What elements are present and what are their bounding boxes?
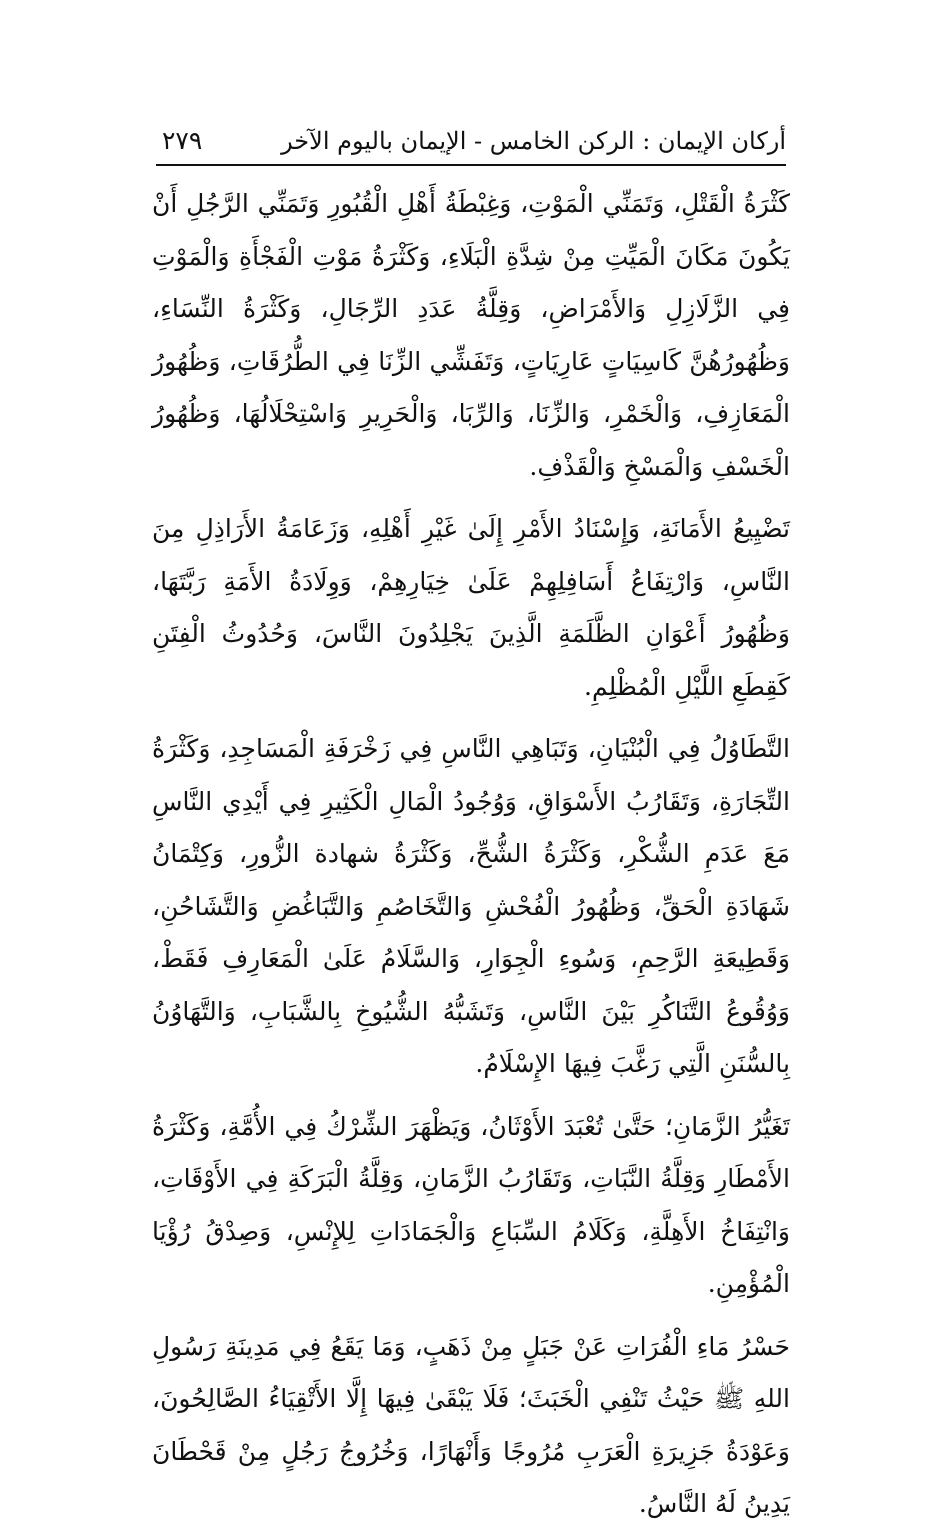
paragraph-signs-time: تَغَيُّرُ الزَّمَانِ؛ حَتَّىٰ تُعْبَدَ الأَوْثَانُ، وَيَظْهَرَ الشِّرْكُ فِي الأُمَّةِ، وَكَثْرَةُ الأَمْطَارِ وَقِلَّةُ النَّبَاتِ، وَتَقَارُبُ الزَّمَانِ، وَقِلَّةُ الْبَرَكَةِ فِي الأَوْقَاتِ، وَانْتِفَاخُ الأَهِلَّةِ، وَكَلَامُ السِّبَاعِ وَالْجَمَادَاتِ لِلإِنْسِ، وَصِدْقُ رُؤْيَا الْمُؤْمِنِ. <box>152 1111 790 1298</box>
page-number: ٢٧٩ <box>162 126 203 155</box>
running-header <box>156 122 786 162</box>
running-header-title: أركان الإيمان : الركن الخامس - الإيمان باليوم الآخر <box>281 127 786 155</box>
paragraph-signs-trust: تَضْيِيعُ الأَمَانَةِ، وَإِسْنَادُ الأَمْرِ إِلَىٰ غَيْرِ أَهْلِهِ، وَزَعَامَةُ الأَرَاذِلِ مِنَ النَّاسِ، وَارْتِفَاعُ أَسَافِلِهِمْ عَلَىٰ خِيَارِهِمْ، وَوِلَادَةُ الأَمَةِ رَبَّتَهَا، وَظُهُورُ أَعْوَانِ الظَّلَمَةِ الَّذِينَ يَجْلِدُونَ النَّاسَ، وَحُدُوثُ الْفِتَنِ كَقِطَعِ اللَّيْلِ الْمُظْلِمِ. <box>152 514 790 701</box>
body-text <box>152 178 790 1531</box>
header-divider <box>156 164 786 166</box>
paragraph-signs-euphrates: حَسْرُ مَاءِ الْفُرَاتِ عَنْ جَبَلٍ مِنْ ذَهَبٍ، وَمَا يَقَعُ فِي مَدِينَةِ رَسُولِ اللهِ ﷺ حَيْثُ تَنْفِي الْخَبَثَ؛ فَلَا يَبْقَىٰ فِيهَا إِلَّا الأَتْقِيَاءُ الصَّالِحُونَ، وَعَوْدَةُ جَزِيرَةِ الْعَرَبِ مُرُوجًا وَأَنْهَارًا، وَخُرُوجُ رَجُلٍ مِنْ قَحْطَانَ يَدِينُ لَهُ النَّاسُ. <box>152 1331 790 1518</box>
paragraph-signs-buildings: التَّطَاوُلُ فِي الْبُنْيَانِ، وَتَبَاهِي النَّاسِ فِي زَخْرَفَةِ الْمَسَاجِدِ، وَكَثْرَةُ التِّجَارَةِ، وَتَقَارُبُ الأَسْوَاقِ، وَوُجُودُ الْمَالِ الْكَثِيرِ فِي أَيْدِي النَّاسِ مَعَ عَدَمِ الشُّكْرِ، وَكَثْرَةُ الشُّحِّ، وَكَثْرَةُ شهادة الزُّورِ، وَكِتْمَانُ شَهَادَةِ الْحَقِّ، وَظُهُورُ الْفُحْشِ وَالتَّخَاصُمِ وَالتَّبَاغُضِ وَالتَّشَاحُنِ، وَقَطِيعَةِ الرَّحِمِ، وَسُوءِ الْجِوَارِ، وَالسَّلَامُ عَلَىٰ الْمَعَارِفِ فَقَطْ، وَوُقُوعُ التَّنَاكُرِ بَيْنَ النَّاسِ، وَتَشَبُّهُ الشُّيُوخِ بِالشَّبَابِ، وَالتَّهَاوُنُ بِالسُّنَنِ الَّتِي رَغَّبَ فِيهَا الإِسْلَامُ. <box>152 734 790 1078</box>
paragraph-signs-killing: كَثْرَةُ الْقَتْلِ، وَتَمَنِّي الْمَوْتِ، وَغِبْطَةُ أَهْلِ الْقُبُورِ وَتَمَنِّي الرَّجُلِ أَنْ يَكُونَ مَكَانَ الْمَيِّتِ مِنْ شِدَّةِ الْبَلَاءِ، وَكَثْرَةُ مَوْتِ الْفَجْأَةِ وَالْمَوْتِ فِي الزَّلَازِلِ وَالأَمْرَاضِ، وَقِلَّةُ عَدَدِ الرِّجَالِ، وَكَثْرَةُ النِّسَاءِ، وَظُهُورُهُنَّ كَاسِيَاتٍ عَارِيَاتٍ، وَتَفَشِّي الزِّنَا فِي الطُّرُقَاتِ، وَظُهُورُ الْمَعَازِفِ، وَالْخَمْرِ، وَالزِّنَا، وَالرِّبَا، وَالْحَرِيرِ وَاسْتِحْلَالُهَا، وَظُهُورُ الْخَسْفِ وَالْمَسْخِ وَالْقَذْفِ. <box>152 189 790 481</box>
